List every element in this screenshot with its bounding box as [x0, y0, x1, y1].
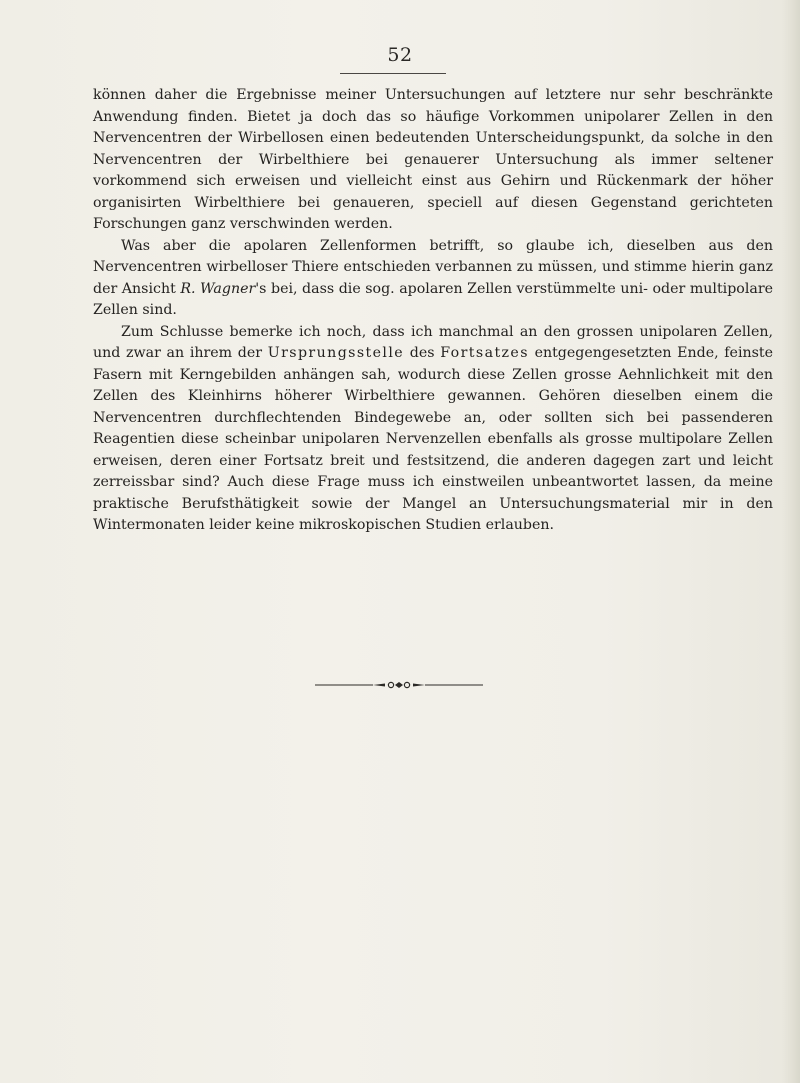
paragraph-3-part-2: des	[404, 345, 441, 361]
paragraph-2-part-1: Was aber die apolaren Zellenformen betrifft, so glaube ich, dieselben aus den Nervencentren wirbelloser Thiere entschieden verbannen zu müssen, und stimme hierin ganz der Ansicht	[93, 237, 773, 297]
paragraph-1: können daher die Ergebnisse meiner Untersuchungen auf letztere nur sehr beschränkte Anwendung finden. Bietet ja doch das so häufige Vorkommen unipolarer Zellen in den Nervencentren der Wirbellosen einen bedeutenden Unterscheidungspunkt, da solche in den Nervencentren der Wirbelthiere bei genauerer Untersuchung als immer seltener vorkommend sich erweisen und vielleicht einst aus Gehirn und Rückenmark der höher organisirten Wirbelthiere bei genaueren, speciell auf diesen Gegenstand gerichteten Forschungen ganz verschwinden werden.	[93, 87, 773, 232]
paragraph-3-part-1: Zum Schlusse bemerke ich noch, dass ich manchmal an den grossen unipolaren Zellen, und zwar an ihrem der	[93, 323, 773, 361]
author-reference: R. Wagner	[180, 280, 256, 297]
paragraph-3-part-3: entgegengesetzten Ende, feinste Fasern mit Kerngebilden anhängen sah, wodurch diese Zellen grosse Aehnlichkeit mit den Zellen des Kleinhirns höherer Wirbelthiere gewannen. Gehören dieselben einem die Nervencentren durchflechtenden Bindegewebe an, oder sollten sich bei passenderen Reagentien diese scheinbar unipolaren Nervenzellen ebenfalls als grosse multipolare Zellen erweisen, deren einer Fortsatz breit und festsitzend, die anderen dagegen zart und leicht zerreissbar sind? Auch diese Frage muss ich einstweilen unbeantwortet lassen, da meine praktische Berufsthätigkeit sowie der Mangel an Untersuchungsmaterial mir in den Wintermonaten leider keine mikroskopischen Studien erlauben.	[93, 345, 773, 533]
emphasis-fortsatzes: Fortsatzes	[440, 345, 529, 361]
paragraph-3	[93, 322, 773, 537]
end-ornament-icon	[315, 681, 483, 689]
page-edge-shadow	[782, 0, 800, 1083]
page-number-rule	[340, 73, 446, 74]
page-number: 52	[387, 44, 413, 66]
emphasis-ursprungsstelle: Ursprungsstelle	[267, 345, 405, 361]
paragraph-2	[93, 236, 773, 322]
paragraph-2-part-2: 's bei, dass die sog. apolaren Zellen verstümmelte uni- oder multipolare Zellen sind.	[93, 280, 773, 318]
body-text	[93, 85, 773, 537]
